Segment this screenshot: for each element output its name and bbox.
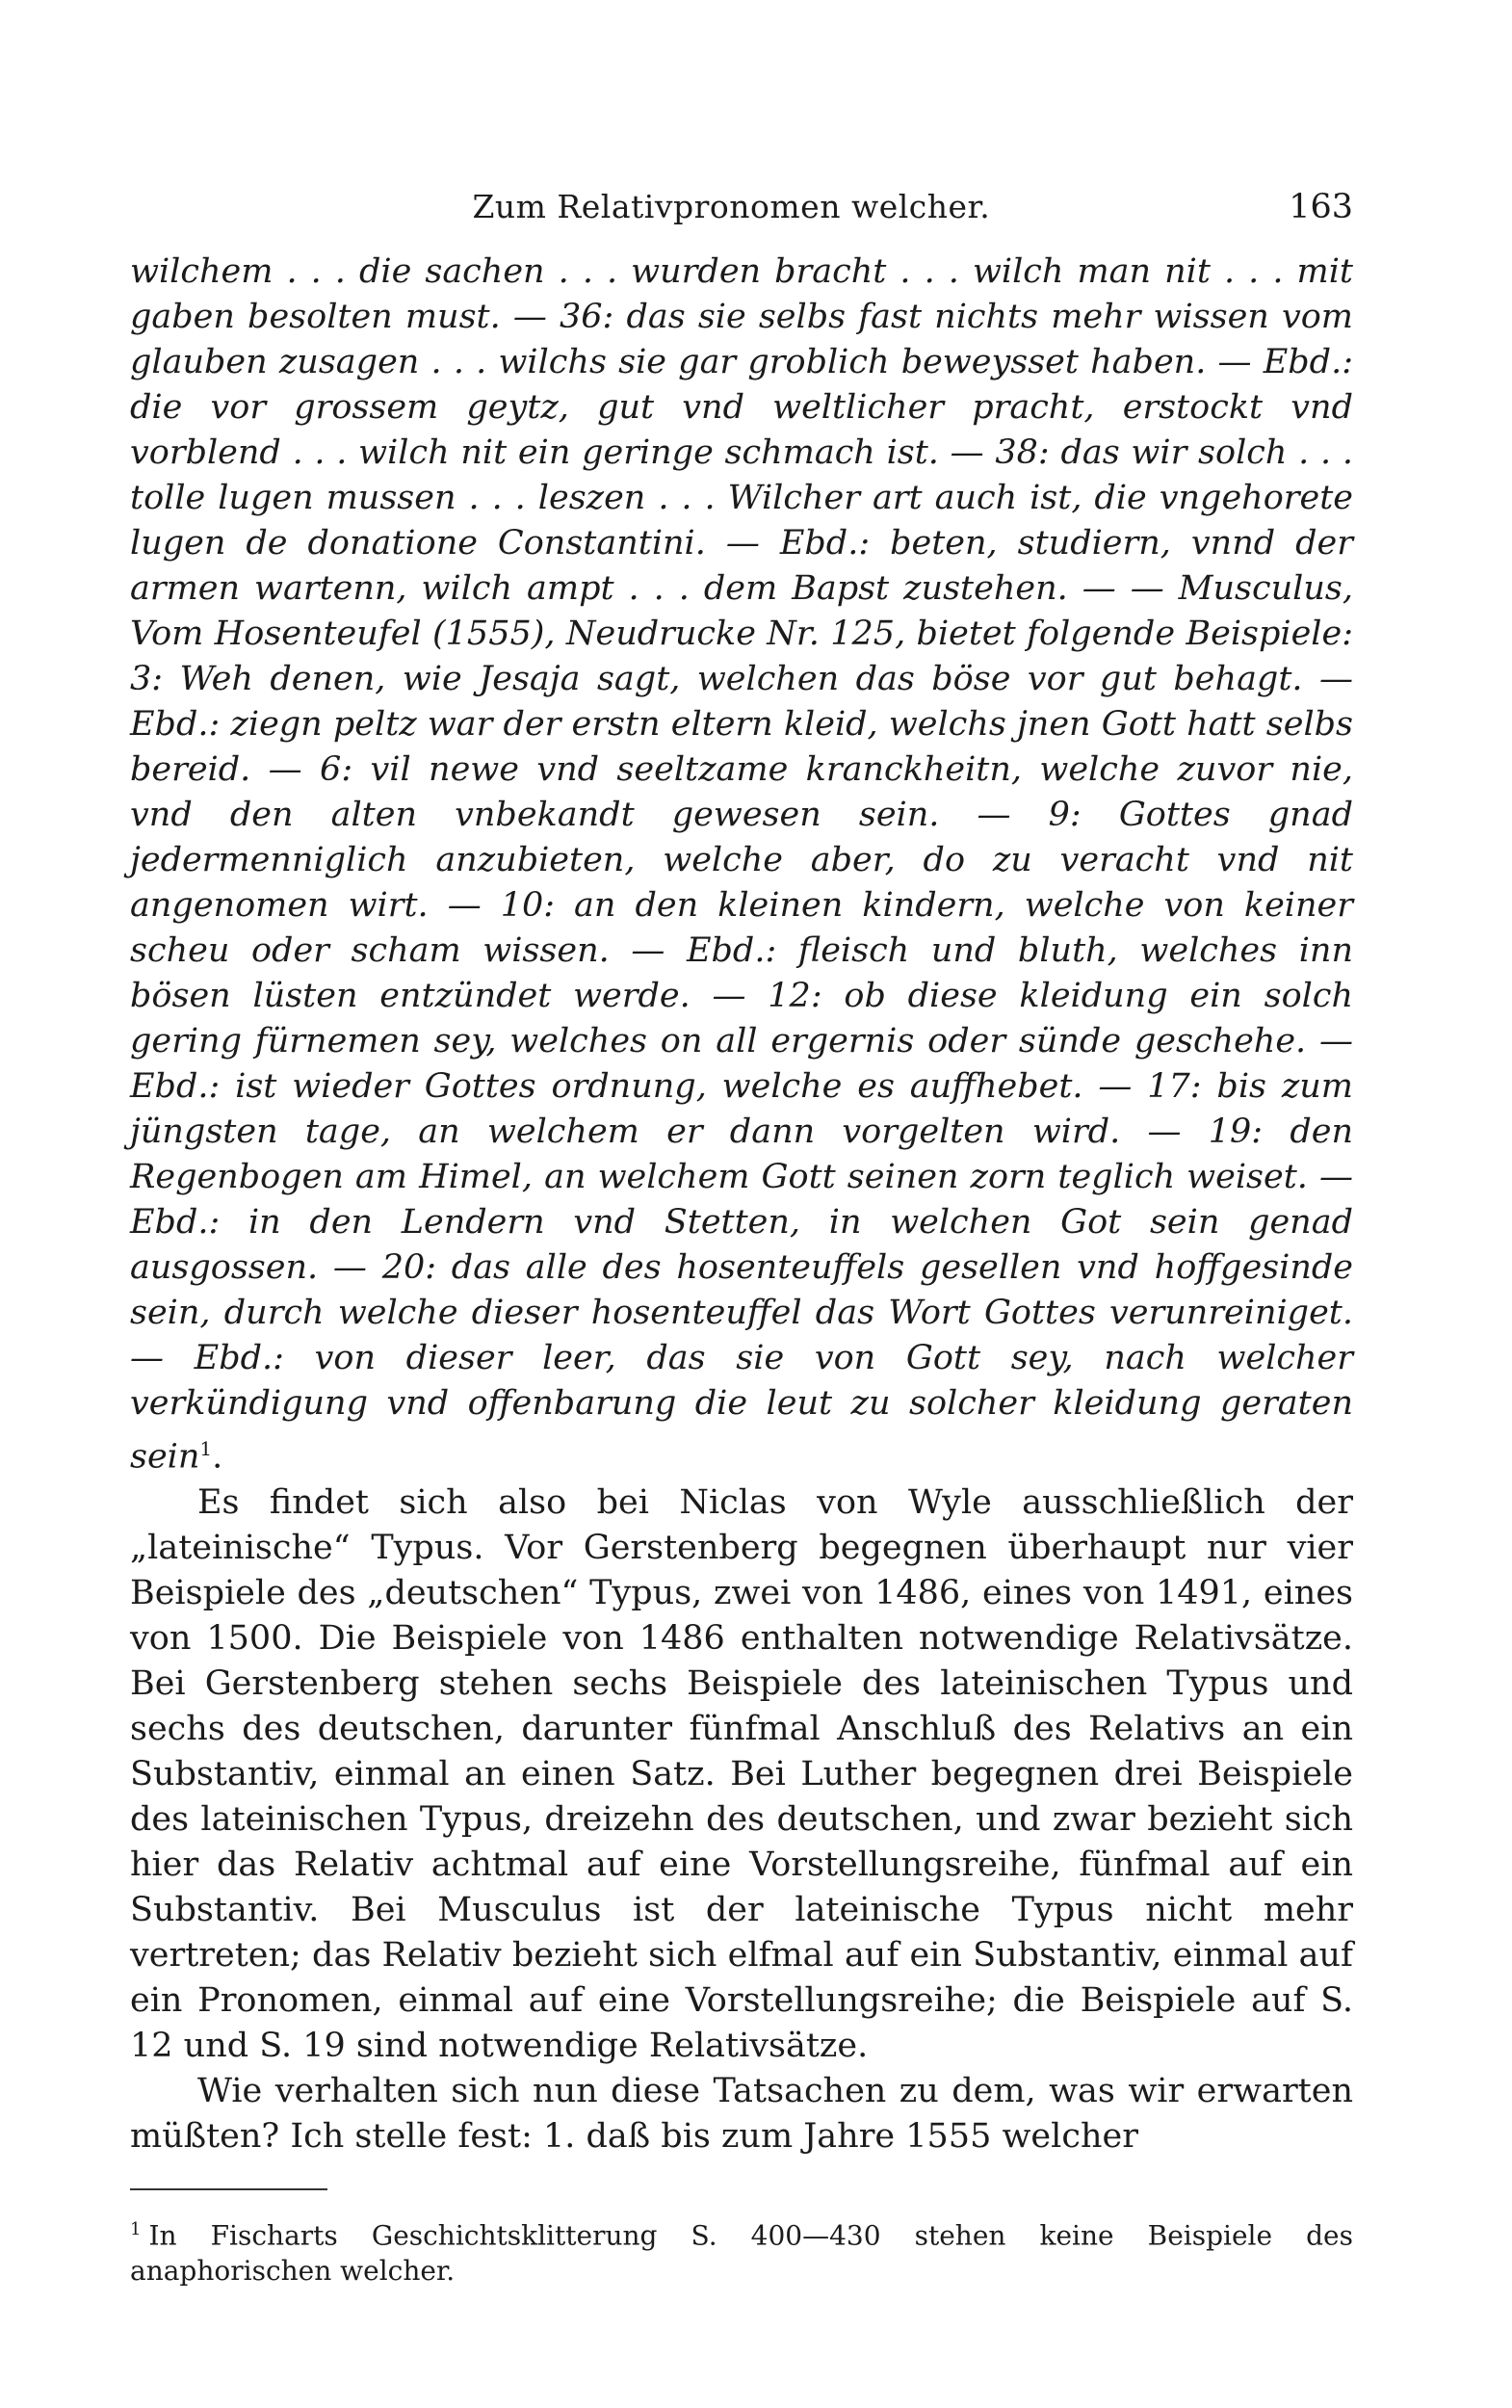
paragraph: Es findet sich also bei Niclas von Wyle ausschließlich der „lateinische“ Typus. Vor Gerstenberg begegnen überhaupt nur vier Beispiele des „deutschen“ Typus, zwei von 1486, eines von 1491, eines von 1500. Die Beispiele von 1486 enthalten notwendige Relativsätze. Bei Gerstenberg stehen sechs Beispiele des lateinischen Typus und sechs des deutschen, darunter fünfmal Anschluß des Relativs an ein Substantiv, einmal an einen Satz. Bei Luther begegnen drei Beispiele des lateinischen Typus, dreizehn des deutschen, und zwar bezieht sich hier das Relativ achtmal auf eine Vorstellungsreihe, fünfmal auf ein Substantiv. Bei Musculus ist der lateinische Typus nicht mehr vertreten; das Relativ bezieht sich elfmal auf ein Substantiv, einmal auf ein Pronomen, einmal auf eine Vorstellungsreihe; die Beispiele auf S. 12 und S. 19 sind notwendige Relativsätze. [130,1482,1353,2065]
running-head [130,188,1353,226]
body-text [130,249,1353,2159]
quote-block [130,249,1353,1480]
footnote-divider [130,2188,327,2190]
footnote-reference: 1 [199,1437,213,1460]
quote-text: wilchem . . . die sachen . . . wurden bracht . . . wilch man nit . . . mit gaben besolten must. — 36: das sie selbs fast nichts mehr wissen vom glauben zusagen . . . wilchs sie gar groblich beweysset haben. — Ebd.: die vor grossem geytz, gut vnd weltlicher pracht, erstockt vnd vorblend . . . wilch nit ein geringe schmach ist. — 38: das wir solch . . . tolle lugen mussen . . . leszen . . . Wilcher art auch ist, die vngehorete lugen de donatione Constantini. — Ebd.: beten, studiern, vnnd der armen wartenn, wilch ampt . . . dem Bapst zustehen. — — Musculus, Vom Hosenteufel (1555), Neudrucke Nr. 125, bietet folgende Beispiele: 3: Weh denen, wie Jesaja sagt, welchen das böse vor gut behagt. — Ebd.: ziegn peltz war der erstn eltern kleid, welchs jnen Gott hatt selbs bereid. — 6: vil newe vnd seeltzame kranckheitn, welche zuvor nie, vnd den alten vnbekandt gewesen sein. — 9: Gottes gnad jedermenniglich anzubieten, welche aber, do zu veracht vnd nit angenomen wirt. — 10: an den kleinen kindern, welche von keiner scheu oder scham wissen. — Ebd.: fleisch und bluth, welches inn bösen lüsten entzündet werde. — 12: ob diese kleidung ein solch gering fürnemen sey, welches on all ergernis oder sünde geschehe. — Ebd.: ist wieder Gottes ordnung, welche es auffhebet. — 17: bis zum jüngsten tage, an welchem er dann vorgelten wird. — 19: den Regenbogen am Himel, an welchem Gott seinen zorn teglich weiset. — Ebd.: in den Lendern vnd Stetten, in welchen Got sein genad ausgossen. — 20: das alle des hosenteuffels gesellen vnd hoffgesinde sein, durch welche dieser hosenteuffel das Wort Gottes verunreiniget. — Ebd.: von dieser leer, das sie von Gott sey, nach welcher verkündigung vnd offenbarung die leut zu solcher kleidung geraten sein [130,252,1353,1477]
page-number: 163 [1289,188,1353,226]
paragraph: Wie verhalten sich nun diese Tatsachen zu dem, was wir erwarten müßten? Ich stelle fest: 1. daß bis zum Jahre 1555 welcher [130,2071,1353,2156]
quote-end: . [212,1437,223,1477]
footnote [130,2212,1353,2289]
footnote-text: In Fischarts Geschichtsklitterung S. 400—430 stehen keine Beispiele des anaphorischen welcher. [130,2218,1353,2287]
page-title: Zum Relativpronomen welcher. [472,188,991,225]
book-page [130,188,1353,2289]
footnote-mark: 1 [130,2218,142,2239]
